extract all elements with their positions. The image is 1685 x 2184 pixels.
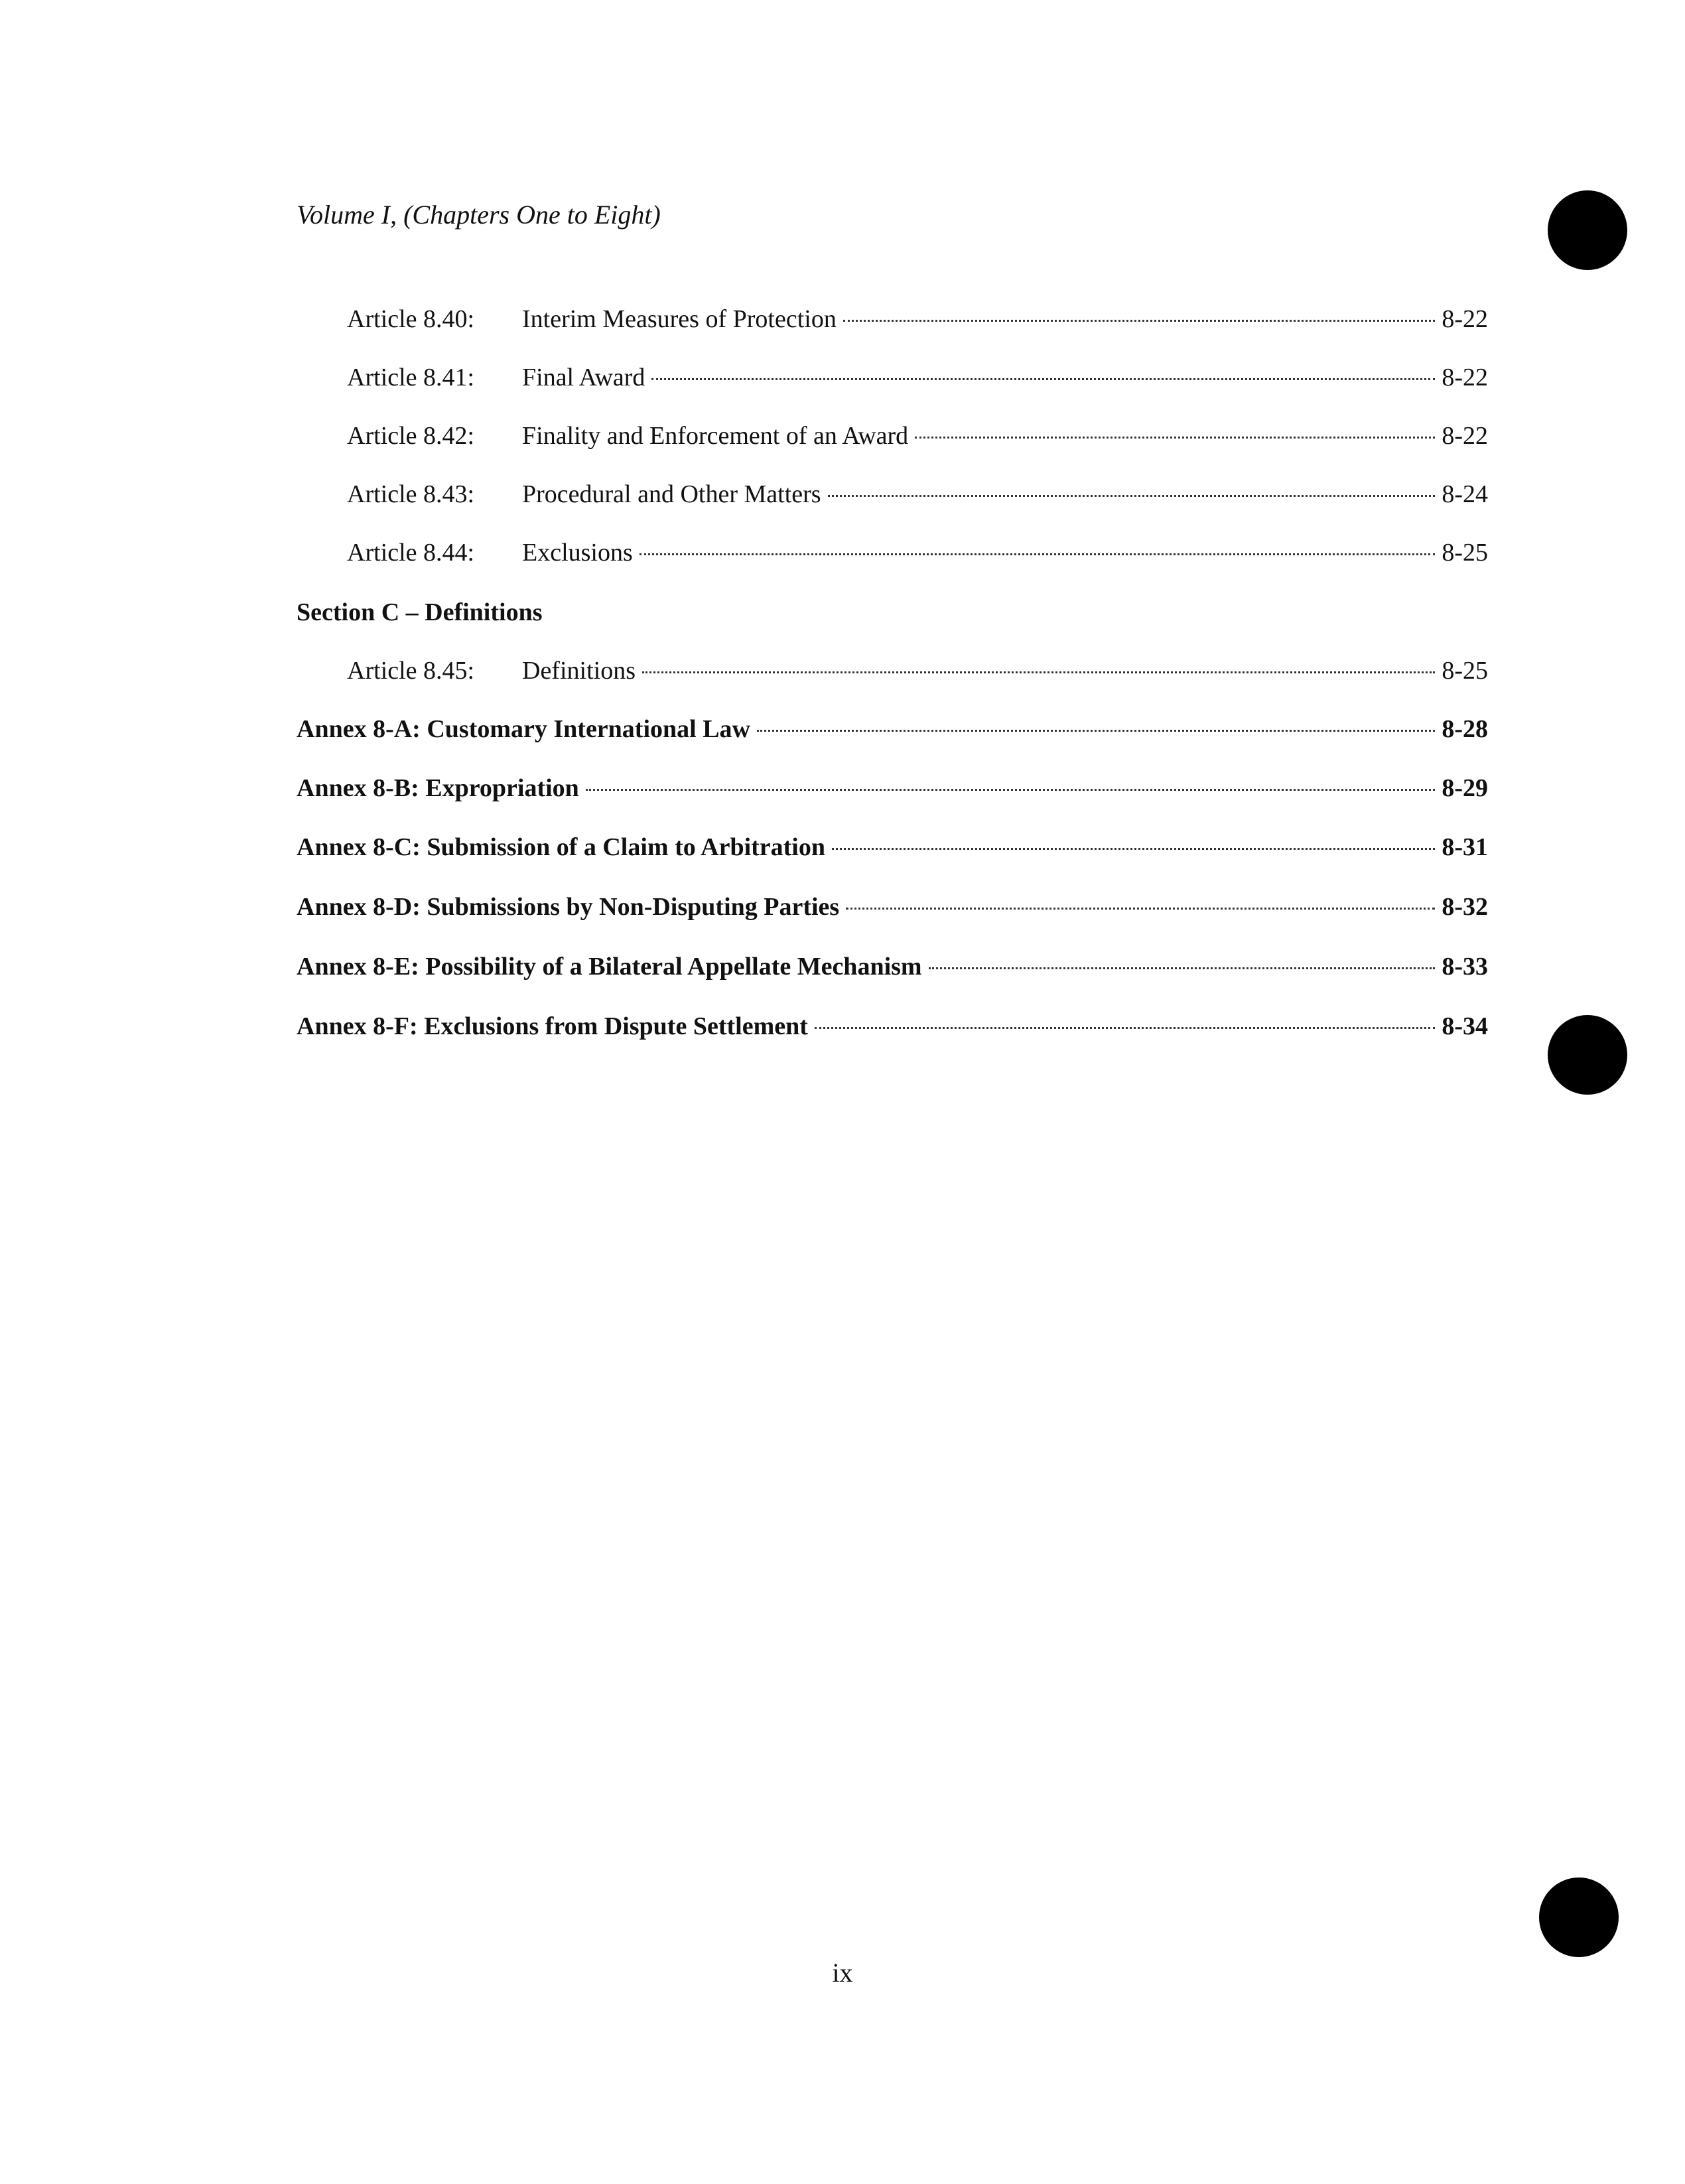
- toc-entry-title: Annex 8-F: Exclusions from Dispute Settlement: [297, 1012, 808, 1040]
- running-header: Volume I, (Chapters One to Eight): [297, 200, 661, 230]
- toc-entry-title: Final Award: [522, 364, 645, 391]
- toc-entry-page: 8-25: [1442, 539, 1488, 567]
- dot-leader: [640, 553, 1436, 555]
- toc-entry-title: Definitions: [522, 657, 636, 685]
- toc-entry-page: 8-25: [1442, 657, 1488, 685]
- dot-leader: [757, 730, 1435, 732]
- toc-entry-title: Finality and Enforcement of an Award: [522, 422, 909, 450]
- toc-entry-title: Exclusions: [522, 539, 633, 567]
- toc-entry-title: Interim Measures of Protection: [522, 305, 837, 333]
- toc-entry-page: 8-28: [1442, 715, 1488, 743]
- toc-entry-label: Article 8.40:: [347, 305, 475, 333]
- section-heading-c[interactable]: Section C – Definitions: [297, 598, 543, 626]
- dot-leader: [642, 671, 1435, 673]
- toc-entry-article-8-40[interactable]: [297, 304, 1488, 334]
- toc-entry-article-8-41[interactable]: [297, 362, 1488, 393]
- dot-leader: [832, 848, 1435, 850]
- toc-entry-article-8-44[interactable]: [297, 537, 1488, 568]
- dot-leader: [651, 378, 1435, 380]
- toc-entry-page: 8-22: [1442, 422, 1488, 450]
- toc-entry-label: Article 8.42:: [347, 422, 475, 450]
- dot-leader: [846, 908, 1435, 910]
- toc-entry-annex-8-c[interactable]: [297, 832, 1488, 862]
- dot-leader: [929, 967, 1436, 969]
- toc-entry-label: Article 8.43:: [347, 480, 475, 508]
- binder-hole-bottom: [1539, 1877, 1619, 1957]
- toc-entry-title: Annex 8-A: Customary International Law: [297, 715, 750, 743]
- toc-entry-title: Annex 8-E: Possibility of a Bilateral Appellate Mechanism: [297, 953, 922, 981]
- toc-entry-page: 8-22: [1442, 305, 1488, 333]
- toc-entry-title: Annex 8-D: Submissions by Non-Disputing Parties: [297, 893, 840, 921]
- toc-entry-page: 8-32: [1442, 893, 1488, 921]
- toc-entry-article-8-43[interactable]: [297, 479, 1488, 510]
- table-of-contents: [297, 0, 1488, 2184]
- dot-leader: [843, 320, 1436, 322]
- page-number: ix: [832, 1958, 853, 1988]
- toc-entry-annex-8-b[interactable]: [297, 773, 1488, 803]
- toc-entry-page: 8-34: [1442, 1012, 1488, 1040]
- binder-hole-middle: [1548, 1015, 1627, 1095]
- toc-entry-annex-8-e[interactable]: [297, 951, 1488, 982]
- toc-entry-title: Procedural and Other Matters: [522, 480, 821, 508]
- toc-entry-page: 8-24: [1442, 480, 1488, 508]
- toc-entry-annex-8-a[interactable]: [297, 714, 1488, 744]
- toc-entry-page: 8-29: [1442, 774, 1488, 802]
- toc-entry-page: 8-22: [1442, 364, 1488, 391]
- dot-leader: [915, 437, 1435, 439]
- toc-entry-label: Article 8.41:: [347, 364, 475, 391]
- toc-entry-label: Article 8.45:: [347, 657, 475, 685]
- toc-entry-article-8-45[interactable]: [297, 655, 1488, 686]
- toc-entry-annex-8-d[interactable]: [297, 892, 1488, 922]
- toc-entry-page: 8-33: [1442, 953, 1488, 981]
- toc-entry-page: 8-31: [1442, 833, 1488, 861]
- toc-entry-title: Annex 8-B: Expropriation: [297, 774, 579, 802]
- toc-entry-label: Article 8.44:: [347, 539, 475, 567]
- dot-leader: [815, 1027, 1435, 1029]
- dot-leader: [828, 495, 1436, 497]
- toc-entry-title: Annex 8-C: Submission of a Claim to Arbitration: [297, 833, 825, 861]
- toc-entry-annex-8-f[interactable]: [297, 1011, 1488, 1042]
- dot-leader: [586, 789, 1436, 791]
- binder-hole-top: [1548, 190, 1627, 270]
- toc-entry-article-8-42[interactable]: [297, 421, 1488, 451]
